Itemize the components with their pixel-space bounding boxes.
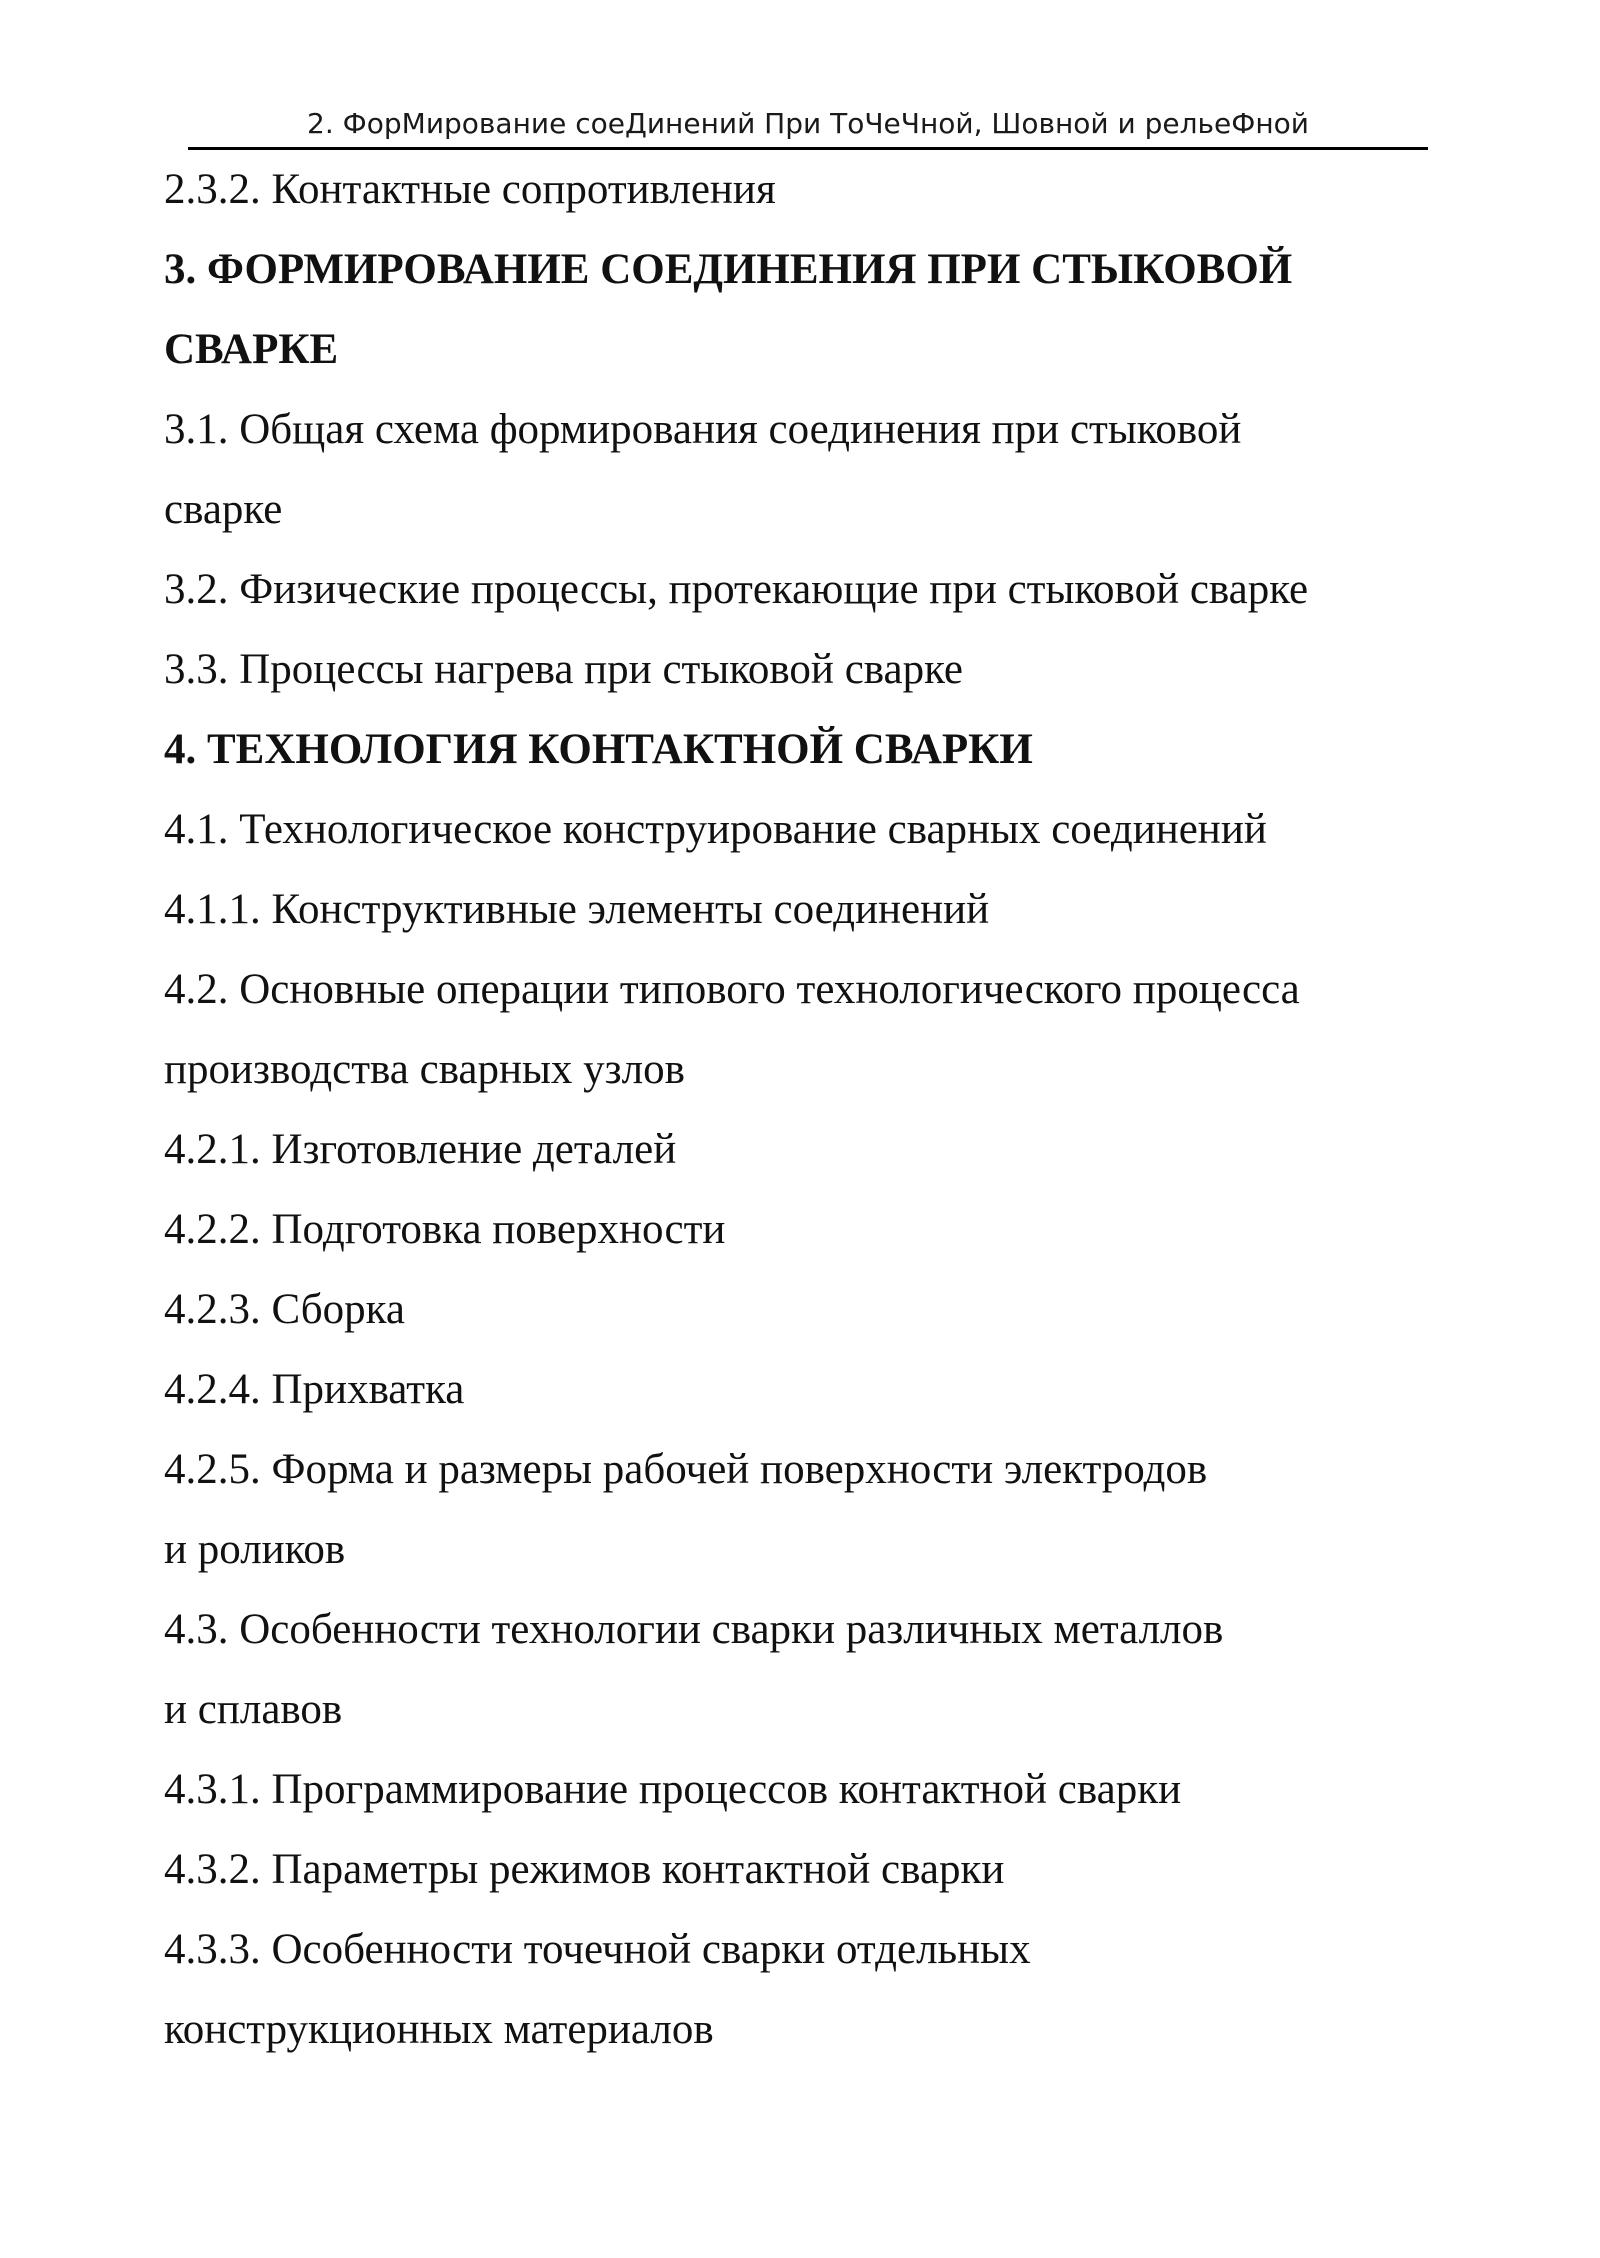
toc-line: 4.3. Особенности технологии сварки различных металлов	[164, 1606, 1224, 1653]
toc-line: 3.3. Процессы нагрева при стыковой сварке	[164, 646, 964, 693]
toc-line: 4.2.5. Форма и размеры рабочей поверхности электродов	[164, 1446, 1208, 1493]
toc-line: 3. ФОРМИРОВАНИЕ СОЕДИНЕНИЯ ПРИ СТЫКОВОЙ	[164, 246, 1293, 293]
toc-line: производства сварных узлов	[164, 1046, 685, 1093]
toc-line: конструкционных материалов	[164, 2006, 714, 2053]
toc-line: сварке	[164, 486, 283, 533]
toc-line: 4.2.3. Сборка	[164, 1286, 405, 1333]
toc-line: 4.2.2. Подготовка поверхности	[164, 1206, 726, 1253]
toc-line: 4.2.1. Изготовление деталей	[164, 1126, 677, 1173]
toc-line: 4.1. Технологическое конструирование сварных соединений	[164, 806, 1267, 853]
table-of-contents	[164, 150, 1444, 2070]
toc-line: и роликов	[164, 1526, 346, 1573]
running-header: 2. ФорМирование соеДинений При ТоЧеЧной, Шовной и рельеФной	[188, 104, 1428, 150]
toc-line: 4.2. Основные операции типового технологического процесса	[164, 966, 1300, 1013]
toc-line: и сплавов	[164, 1686, 343, 1733]
toc-line: 4. ТЕХНОЛОГИЯ КОНТАКТНОЙ СВАРКИ	[164, 726, 1033, 773]
toc-line: 4.2.4. Прихватка	[164, 1366, 465, 1413]
toc-line: 4.1.1. Конструктивные элементы соединений	[164, 886, 990, 933]
toc-line: 4.3.1. Программирование процессов контактной сварки	[164, 1766, 1182, 1813]
toc-line: 2.3.2. Контактные сопротивления	[164, 166, 776, 213]
toc-line: 3.1. Общая схема формирования соединения при стыковой	[164, 406, 1242, 453]
toc-line: СВАРКЕ	[164, 326, 339, 373]
toc-line: 4.3.3. Особенности точечной сварки отдельных	[164, 1926, 1031, 1973]
toc-line: 3.2. Физические процессы, протекающие при стыковой сварке	[164, 566, 1309, 613]
toc-line: 4.3.2. Параметры режимов контактной сварки	[164, 1846, 1005, 1893]
